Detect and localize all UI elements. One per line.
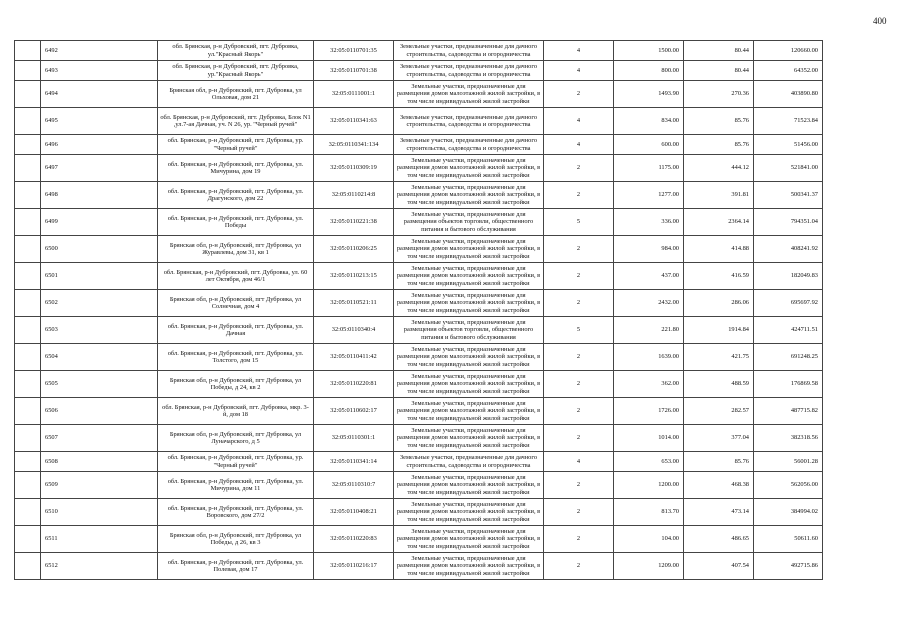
cadastral-value-cell: 408241.92 — [754, 236, 823, 263]
row-number: 6501 — [41, 263, 158, 290]
group-cell: 2 — [544, 155, 614, 182]
group-cell: 2 — [544, 398, 614, 425]
address-cell: Брянская обл, р-н Дубровский, пгт. Дубровка, ул Ольховая, дом 21 — [158, 81, 314, 108]
land-use-cell: Земельные участки, предназначенные для дачного строительства, садоводства и огородничества — [394, 452, 544, 472]
address-cell: Брянская обл, р-н Дубровский, пгт Дубровка, ул Луначарского, д 5 — [158, 425, 314, 452]
address-cell: Брянская обл, р-н Дубровский, пгт Дубровка, ул Победы, д 24, кв 2 — [158, 371, 314, 398]
address-cell: обл. Брянская, р-н Дубровский, пгт. Дубровка, Блок N1 ,ул.7-ая Дачная, уч. N 26, ур. "Черный ручей" — [158, 108, 314, 135]
group-cell: 5 — [544, 209, 614, 236]
land-use-cell: Земельные участки, предназначенные для размещения объектов торговли, общественного питания и бытового обслуживания — [394, 317, 544, 344]
specific-value-cell: 488.59 — [684, 371, 754, 398]
land-use-cell: Земельные участки, предназначенные для размещения домов малоэтажной жилой застройки, в том числе индивидуальной жилой застройки — [394, 344, 544, 371]
group-cell: 2 — [544, 472, 614, 499]
table-row — [15, 398, 823, 425]
row-number: 6506 — [41, 398, 158, 425]
group-cell: 4 — [544, 61, 614, 81]
cadastral-value-cell: 176869.58 — [754, 371, 823, 398]
empty-cell — [15, 398, 41, 425]
specific-value-cell: 421.75 — [684, 344, 754, 371]
specific-value-cell: 407.54 — [684, 553, 754, 580]
empty-cell — [15, 135, 41, 155]
specific-value-cell: 85.76 — [684, 452, 754, 472]
cadastral-number-cell: 32:05:0110701:35 — [314, 41, 394, 61]
cadastral-value-cell: 64352.00 — [754, 61, 823, 81]
address-cell: Брянская обл, р-н Дубровский, пгт Дубровка, ул Солнечная, дом 4 — [158, 290, 314, 317]
area-cell: 800.00 — [614, 61, 684, 81]
specific-value-cell: 80.44 — [684, 41, 754, 61]
row-number: 6511 — [41, 526, 158, 553]
group-cell: 2 — [544, 371, 614, 398]
land-use-cell: Земельные участки, предназначенные для размещения домов малоэтажной жилой застройки, в том числе индивидуальной жилой застройки — [394, 155, 544, 182]
cadastral-value-cell: 695697.92 — [754, 290, 823, 317]
land-use-cell: Земельные участки, предназначенные для размещения домов малоэтажной жилой застройки, в том числе индивидуальной жилой застройки — [394, 290, 544, 317]
empty-cell — [15, 425, 41, 452]
group-cell: 4 — [544, 135, 614, 155]
cadastral-value-cell: 56001.28 — [754, 452, 823, 472]
cadastral-number-cell: 32:05:0110301:1 — [314, 425, 394, 452]
group-cell: 2 — [544, 290, 614, 317]
address-cell: обл. Брянская, р-н Дубровский, пгт. Дубровка, ул."Красный Якорь" — [158, 41, 314, 61]
table-row — [15, 155, 823, 182]
empty-cell — [15, 182, 41, 209]
area-cell: 813.70 — [614, 499, 684, 526]
land-use-cell: Земельные участки, предназначенные для размещения домов малоэтажной жилой застройки, в том числе индивидуальной жилой застройки — [394, 425, 544, 452]
land-use-cell: Земельные участки, предназначенные для размещения домов малоэтажной жилой застройки, в том числе индивидуальной жилой застройки — [394, 81, 544, 108]
row-number: 6495 — [41, 108, 158, 135]
table-row — [15, 61, 823, 81]
area-cell: 221.80 — [614, 317, 684, 344]
area-cell: 1500.00 — [614, 41, 684, 61]
cadastral-number-cell: 32:05:0110521:11 — [314, 290, 394, 317]
area-cell: 1726.00 — [614, 398, 684, 425]
specific-value-cell: 444.12 — [684, 155, 754, 182]
table-row — [15, 209, 823, 236]
cadastral-number-cell: 32:05:0111001:1 — [314, 81, 394, 108]
address-cell: обл. Брянская, р-н Дубровский, пгт. Дубровка, ур. "Черный ручей" — [158, 135, 314, 155]
table-row — [15, 317, 823, 344]
area-cell: 362.00 — [614, 371, 684, 398]
address-cell: обл. Брянская, р-н Дубровский, пгт. Дубровка, ул. Полевая, дом 17 — [158, 553, 314, 580]
area-cell: 1639.00 — [614, 344, 684, 371]
specific-value-cell: 1914.84 — [684, 317, 754, 344]
land-use-cell: Земельные участки, предназначенные для дачного строительства, садоводства и огородничества — [394, 108, 544, 135]
area-cell: 1209.00 — [614, 553, 684, 580]
specific-value-cell: 414.88 — [684, 236, 754, 263]
row-number: 6499 — [41, 209, 158, 236]
area-cell: 104.00 — [614, 526, 684, 553]
land-use-cell: Земельные участки, предназначенные для дачного строительства, садоводства и огородничества — [394, 135, 544, 155]
land-use-cell: Земельные участки, предназначенные для размещения домов малоэтажной жилой застройки, в том числе индивидуальной жилой застройки — [394, 236, 544, 263]
empty-cell — [15, 344, 41, 371]
cadastral-value-cell: 403890.80 — [754, 81, 823, 108]
empty-cell — [15, 290, 41, 317]
address-cell: обл. Брянская, р-н Дубровский, пгт. Дубровка, ул. Драгунского, дом 22 — [158, 182, 314, 209]
land-use-cell: Земельные участки, предназначенные для размещения домов малоэтажной жилой застройки, в том числе индивидуальной жилой застройки — [394, 371, 544, 398]
cadastral-value-cell: 487715.82 — [754, 398, 823, 425]
table-row — [15, 553, 823, 580]
land-use-cell: Земельные участки, предназначенные для размещения домов малоэтажной жилой застройки, в том числе индивидуальной жилой застройки — [394, 526, 544, 553]
cadastral-number-cell: 32:05:0110214:8 — [314, 182, 394, 209]
address-cell: обл. Брянская, р-н Дубровский, пгт. Дубровка, ул. Толстого, дом 15 — [158, 344, 314, 371]
cadastral-number-cell: 32:05:0110341:134 — [314, 135, 394, 155]
empty-cell — [15, 263, 41, 290]
table-row — [15, 472, 823, 499]
table-row — [15, 290, 823, 317]
table-row — [15, 499, 823, 526]
empty-cell — [15, 317, 41, 344]
cadastral-number-cell: 32:05:0110411:42 — [314, 344, 394, 371]
specific-value-cell: 80.44 — [684, 61, 754, 81]
specific-value-cell: 282.57 — [684, 398, 754, 425]
area-cell: 1493.90 — [614, 81, 684, 108]
land-use-cell: Земельные участки, предназначенные для размещения домов малоэтажной жилой застройки, в том числе индивидуальной жилой застройки — [394, 263, 544, 290]
address-cell: обл. Брянская, р-н Дубровский, пгт. Дубровка, ул. Победы — [158, 209, 314, 236]
cadastral-value-cell: 562056.00 — [754, 472, 823, 499]
area-cell: 653.00 — [614, 452, 684, 472]
row-number: 6492 — [41, 41, 158, 61]
land-use-cell: Земельные участки, предназначенные для размещения домов малоэтажной жилой застройки, в том числе индивидуальной жилой застройки — [394, 472, 544, 499]
area-cell: 2432.00 — [614, 290, 684, 317]
land-use-cell: Земельные участки, предназначенные для размещения объектов торговли, общественного питания и бытового обслуживания — [394, 209, 544, 236]
table-row — [15, 41, 823, 61]
cadastral-value-cell: 382318.56 — [754, 425, 823, 452]
group-cell: 5 — [544, 317, 614, 344]
specific-value-cell: 2364.14 — [684, 209, 754, 236]
cadastral-value-cell: 50611.60 — [754, 526, 823, 553]
row-number: 6504 — [41, 344, 158, 371]
empty-cell — [15, 81, 41, 108]
group-cell: 2 — [544, 499, 614, 526]
specific-value-cell: 286.06 — [684, 290, 754, 317]
empty-cell — [15, 236, 41, 263]
row-number: 6503 — [41, 317, 158, 344]
address-cell: обл. Брянская, р-н Дубровский, пгт. Дубровка, ул. 60 лет Октября, дом 46/1 — [158, 263, 314, 290]
group-cell: 2 — [544, 182, 614, 209]
specific-value-cell: 486.65 — [684, 526, 754, 553]
table-row — [15, 344, 823, 371]
address-cell: обл. Брянская, р-н Дубровский, пгт. Дубровка, мкр. 3-й, дом 18 — [158, 398, 314, 425]
specific-value-cell: 270.36 — [684, 81, 754, 108]
page-number: 400 — [873, 16, 887, 26]
row-number: 6507 — [41, 425, 158, 452]
empty-cell — [15, 499, 41, 526]
area-cell: 834.00 — [614, 108, 684, 135]
address-cell: обл. Брянская, р-н Дубровский, пгт. Дубровка, ур."Красный Якорь" — [158, 61, 314, 81]
empty-cell — [15, 41, 41, 61]
empty-cell — [15, 472, 41, 499]
row-number: 6494 — [41, 81, 158, 108]
row-number: 6502 — [41, 290, 158, 317]
area-cell: 1175.00 — [614, 155, 684, 182]
table-row — [15, 81, 823, 108]
area-cell: 437.00 — [614, 263, 684, 290]
row-number: 6512 — [41, 553, 158, 580]
cadastral-value-cell: 492715.86 — [754, 553, 823, 580]
cadastral-value-cell: 384994.02 — [754, 499, 823, 526]
cadastral-number-cell: 32:05:0110602:17 — [314, 398, 394, 425]
specific-value-cell: 85.76 — [684, 135, 754, 155]
table-row — [15, 263, 823, 290]
cadastral-value-cell: 182049.83 — [754, 263, 823, 290]
cadastral-number-cell: 32:05:0110213:15 — [314, 263, 394, 290]
table-row — [15, 182, 823, 209]
group-cell: 4 — [544, 108, 614, 135]
group-cell: 2 — [544, 263, 614, 290]
cadastral-number-cell: 32:05:0110206:25 — [314, 236, 394, 263]
address-cell: Брянская обл, р-н Дубровский, пгт Дубровка, ул Журавлевы, дом 31, кв 1 — [158, 236, 314, 263]
area-cell: 336.00 — [614, 209, 684, 236]
address-cell: Брянская обл, р-н Дубровский, пгт Дубровка, ул Победы, д 26, кв 3 — [158, 526, 314, 553]
specific-value-cell: 377.04 — [684, 425, 754, 452]
cadastral-value-cell: 71523.84 — [754, 108, 823, 135]
group-cell: 2 — [544, 526, 614, 553]
land-use-cell: Земельные участки, предназначенные для размещения домов малоэтажной жилой застройки, в том числе индивидуальной жилой застройки — [394, 398, 544, 425]
area-cell: 1277.00 — [614, 182, 684, 209]
empty-cell — [15, 155, 41, 182]
cadastral-number-cell: 32:05:0110341:63 — [314, 108, 394, 135]
specific-value-cell: 416.59 — [684, 263, 754, 290]
cadastral-number-cell: 32:05:0110341:14 — [314, 452, 394, 472]
row-number: 6493 — [41, 61, 158, 81]
cadastral-value-table — [14, 40, 823, 580]
land-use-cell: Земельные участки, предназначенные для размещения домов малоэтажной жилой застройки, в том числе индивидуальной жилой застройки — [394, 182, 544, 209]
table-row — [15, 135, 823, 155]
land-use-cell: Земельные участки, предназначенные для дачного строительства, садоводства и огородничества — [394, 61, 544, 81]
cadastral-number-cell: 32:05:0110221:38 — [314, 209, 394, 236]
row-number: 6508 — [41, 452, 158, 472]
cadastral-value-cell: 424711.51 — [754, 317, 823, 344]
area-cell: 1014.00 — [614, 425, 684, 452]
empty-cell — [15, 526, 41, 553]
cadastral-number-cell: 32:05:0110220:83 — [314, 526, 394, 553]
row-number: 6498 — [41, 182, 158, 209]
table-row — [15, 236, 823, 263]
group-cell: 2 — [544, 344, 614, 371]
row-number: 6497 — [41, 155, 158, 182]
table-row — [15, 108, 823, 135]
cadastral-number-cell: 32:05:0110220:81 — [314, 371, 394, 398]
specific-value-cell: 391.81 — [684, 182, 754, 209]
group-cell: 4 — [544, 452, 614, 472]
row-number: 6509 — [41, 472, 158, 499]
cadastral-value-cell: 691248.25 — [754, 344, 823, 371]
cadastral-number-cell: 32:05:0110216:17 — [314, 553, 394, 580]
address-cell: обл. Брянская, р-н Дубровский, пгт. Дубровка, ул. Мичурина, дом 11 — [158, 472, 314, 499]
row-number: 6500 — [41, 236, 158, 263]
area-cell: 1200.00 — [614, 472, 684, 499]
group-cell: 4 — [544, 41, 614, 61]
land-use-cell: Земельные участки, предназначенные для размещения домов малоэтажной жилой застройки, в том числе индивидуальной жилой застройки — [394, 553, 544, 580]
empty-cell — [15, 553, 41, 580]
table-row — [15, 425, 823, 452]
table-row — [15, 452, 823, 472]
address-cell: обл. Брянская, р-н Дубровский, пгт. Дубровка, ул. Воровского, дом 27/2 — [158, 499, 314, 526]
cadastral-number-cell: 32:05:0110309:19 — [314, 155, 394, 182]
group-cell: 2 — [544, 553, 614, 580]
land-use-cell: Земельные участки, предназначенные для размещения домов малоэтажной жилой застройки, в том числе индивидуальной жилой застройки — [394, 499, 544, 526]
cadastral-number-cell: 32:05:0110408:21 — [314, 499, 394, 526]
group-cell: 2 — [544, 81, 614, 108]
cadastral-value-cell: 51456.00 — [754, 135, 823, 155]
table-body — [15, 41, 823, 580]
address-cell: обл. Брянская, р-н Дубровский, пгт. Дубровка, ул. Дачная — [158, 317, 314, 344]
table-row — [15, 371, 823, 398]
address-cell: обл. Брянская, р-н Дубровский, пгт. Дубровка, ур. "Черный ручей" — [158, 452, 314, 472]
cadastral-number-cell: 32:05:0110701:38 — [314, 61, 394, 81]
table-row — [15, 526, 823, 553]
specific-value-cell: 85.76 — [684, 108, 754, 135]
area-cell: 984.00 — [614, 236, 684, 263]
area-cell: 600.00 — [614, 135, 684, 155]
cadastral-value-cell: 521841.00 — [754, 155, 823, 182]
row-number: 6505 — [41, 371, 158, 398]
empty-cell — [15, 371, 41, 398]
specific-value-cell: 468.38 — [684, 472, 754, 499]
group-cell: 2 — [544, 425, 614, 452]
group-cell: 2 — [544, 236, 614, 263]
empty-cell — [15, 209, 41, 236]
empty-cell — [15, 452, 41, 472]
address-cell: обл. Брянская, р-н Дубровский, пгт. Дубровка, ул. Мичурина, дом 19 — [158, 155, 314, 182]
specific-value-cell: 473.14 — [684, 499, 754, 526]
empty-cell — [15, 108, 41, 135]
cadastral-number-cell: 32:05:0110340:4 — [314, 317, 394, 344]
empty-cell — [15, 61, 41, 81]
cadastral-number-cell: 32:05:0110310:7 — [314, 472, 394, 499]
cadastral-value-cell: 794351.04 — [754, 209, 823, 236]
land-use-cell: Земельные участки, предназначенные для дачного строительства, садоводства и огородничества — [394, 41, 544, 61]
row-number: 6496 — [41, 135, 158, 155]
row-number: 6510 — [41, 499, 158, 526]
cadastral-value-cell: 120660.00 — [754, 41, 823, 61]
cadastral-value-cell: 500341.37 — [754, 182, 823, 209]
